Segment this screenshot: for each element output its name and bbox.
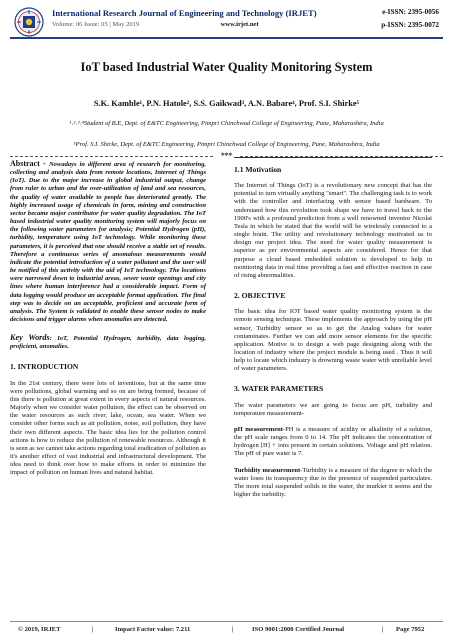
abstract-heading: Abstract - [10,159,49,168]
p-issn: p-ISSN: 2395-0072 [381,21,439,29]
e-issn: e-ISSN: 2395-0056 [382,8,439,16]
left-column [10,160,206,477]
footer-iso-certification: ISO 9001:2008 Certified Journal [252,626,345,633]
section-heading-motivation: 1.1 Motivation [234,165,282,174]
irjet-logo-icon [14,7,44,37]
journal-website-link[interactable]: www.irjet.net [220,21,259,28]
section-heading-introduction: 1. INTRODUCTION [10,362,79,372]
footer-separator: | [92,626,94,633]
introduction-text: In the 21st century, there were lots of inventions, but at the same time were pollutions, global warming and so on are being formed, because of this there is pollution at great extent in every aspects of natural resources. Majorly when we consider water pollution, the effect can be observed on the water resources as such river, lake, ocean, sea water. When we consider other forms such as air pollution, noise, soil pollution, they have their own different aspects. The basic idea lies for the pollution control actions is how to reduce the pollution of renewable resources. Although it is seen as we cannot take actions regarding total eradication of pollution as it's another effect of vast industrial and infrastructural development. The idea need to think over how to make efforts in order to minimize the impact of pollution on human lives and natural habitat. [10,379,206,477]
journal-title: International Research Journal of Engineering and Technology (IRJET) [52,8,317,18]
header-divider [10,37,443,39]
ph-paragraph [234,426,432,459]
column-top-rule [234,157,432,158]
affiliation-students: ¹˒²˒³˒⁴Student of B.E, Dept. of E&TC Engineering, Pimpri Chinchwad College of Engineering, Pune, Maharashtra, India [69,120,384,127]
keywords-heading: Key Words [10,333,50,343]
ph-text: -PH is a measure of acidity or alkalinity of a solution, the pH scale ranges from 0 to 14. The pH indicates the concentration of hydrogen [H] + ions present in certain solutions. Voltage and pH relation. The pH of pure water is 7. [234,425,432,458]
affiliation-professor: ⁵Prof. S.I. Shirke, Dept. of E&TC Engineering, Pimpri Chinchwad College of Engineering, Pune, Maharashtra, India [73,141,380,148]
author-list: S.K. Kamble¹, P.N. Hatole², S.S. Gaikwad³, A.N. Babare⁴, Prof. S.I. Shirke⁵ [93,99,360,108]
footer-divider [10,621,443,622]
volume-issue-date: Volume: 06 Issue: 05 | May 2019 [52,21,140,28]
abstract [10,160,206,324]
footer-separator: | [232,626,234,633]
section-separator [10,152,443,160]
keywords [10,334,206,351]
abstract-text: Nowadays in different area of research for monitoring, collecting and analysis data from remote locations, Internet of Things (IoT). Due to the major increase in global industrial output, change from ruler to urban and the over-utilization of land and sea resources, the quality of water available to people has deteriorated greatly. The highly increased usage of chemicals in farm, mining and construction sector became major contributor for water quality degradation. The IoT based industrial water quality monitoring system will majorly focus on the following water parameters for analysis; Potential Hydrogen (pH), turbidity, temperature using IoT technology. While monitoring these parameters, it is perceived that one should receive a stable set of results. Therefore a continuous series of anomalous measurements would indicate the potential introduction of a water pollutant and the user will be notified of this activity with the aid of IoT technology. The locations were narrowed down to industrial areas, sewer waste openings and city lines where human interference had a considerable impact. Form of data logging would produce an acceptable format application. The final step was to decide on an acceptable, proficient and accurate form of analysis. The System is validated to enable these sensor nodes to make decisions and trigger alarms when anomalies are detected. [10,161,207,323]
journal-header [0,0,453,44]
turbidity-text: -Turbidity is a measure of the degree to which the water loses its transparency due to the presence of suspended particulates. The more total suspended solids in the water, the murkier it seems and the higher the turbidity. [234,466,432,498]
objective-text: The basic idea for IOT based water quality monitoring system is the remote sensing technique. These implements the approach by using the pH sensor, Turbidity sensor so as to get the Analog values for water contaminates. Further we can add more sensor elements for the specific application. Motive is to design a web page designing along with the location of industry where the project module is being used . Thus it will help to locate which industry is drowning waste water with unreliable level of water parameters. [234,308,432,373]
section-heading-water-parameters: 3. WATER PARAMETERS [234,384,324,394]
turbidity-heading: Turbidity measurement [234,466,301,474]
footer-impact-factor: Impact Factor value: 7.211 [115,626,191,633]
section-heading-objective: 2. OBJECTIVE [234,291,286,301]
footer-page-number: Page 7952 [396,626,425,633]
turbidity-paragraph [234,467,432,500]
footer-separator: | [382,626,384,633]
water-parameters-text: The water parameters we are going to focus are pH, turbidity and temperature measurement- [234,401,432,417]
volume-line [52,21,259,28]
right-column [234,160,432,499]
keywords-text: : IoT, Potential Hydrogen, turbidity, data logging, proficient, anomalies. [10,335,206,351]
paper-title: IoT based Industrial Water Quality Monitoring System [80,60,373,74]
ph-heading: pH measurement [234,425,283,433]
footer-copyright: © 2019, IRJET [18,626,61,633]
motivation-text: The Internet of Things (IoT) is a revolutionary new concept that has the potential to turn virtually anything "smart". The challenging task is to work with the controller and interfacing with sensor based hardware. To understand how this revolution took shape we have to travel back to the 1900's with a profound prediction from a well renowned inventor Nicolai Tesla in which he stated that the world will be wirelessly connected to a single brain. The utility and revolutionary technology motivated us to design our project idea. The need for water quality measurement is superior as per environmental aspects are considered. Hence for that purpose a cloud based embedded solution is developed to help in monitoring data in real time providing a fast and effective reaction in case of rising abnormalities. [234,182,432,279]
separator-stars: *** [221,151,232,160]
